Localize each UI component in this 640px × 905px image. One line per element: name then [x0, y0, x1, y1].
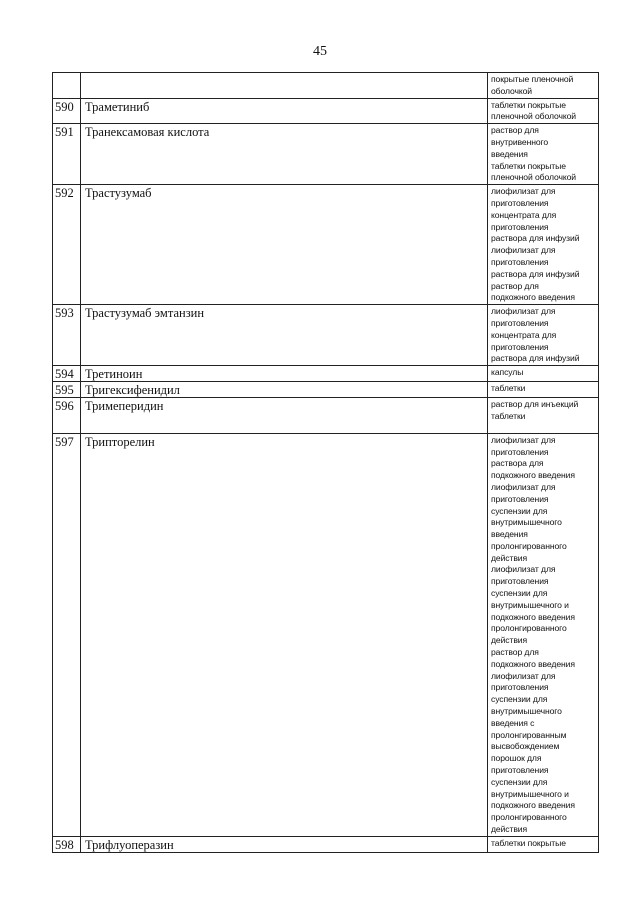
- drug-name: [81, 73, 488, 99]
- row-number: 595: [53, 382, 81, 398]
- drug-name: Транексамовая кислота: [81, 124, 488, 185]
- row-number: 594: [53, 366, 81, 382]
- table-row: [53, 836, 599, 852]
- dosage-form: лиофилизат для приготовления раствора для подкожного введения лиофилизат для приготовления суспензии для внутримышечного введения пролонгированного действия лиофилизат для приготовления суспензии для внутримышечного и подкожного введения пролонгированного действия раствор для подкожного введения лиофилизат для приготовления суспензии для внутримышечного введения с пролонгированным высвобождением порошок для приготовления суспензии для внутримышечного и подкожного введения пролонгированного действия: [488, 433, 599, 836]
- drug-name: Траметиниб: [81, 98, 488, 124]
- drug-name: Тригексифенидил: [81, 382, 488, 398]
- table-row: [53, 366, 599, 382]
- table-row: [53, 382, 599, 398]
- row-number: 598: [53, 836, 81, 852]
- row-number: 591: [53, 124, 81, 185]
- row-number: [53, 73, 81, 99]
- table-row: [53, 398, 599, 434]
- row-number: 597: [53, 433, 81, 836]
- table-row: [53, 185, 599, 305]
- dosage-form: таблетки покрытые: [488, 836, 599, 852]
- dosage-form: капсулы: [488, 366, 599, 382]
- dosage-form: раствор для инъекций таблетки: [488, 398, 599, 434]
- dosage-form: покрытые пленочной оболочкой: [488, 73, 599, 99]
- drug-name: Трипторелин: [81, 433, 488, 836]
- row-number: 596: [53, 398, 81, 434]
- table-row: [53, 73, 599, 99]
- dosage-form: лиофилизат для приготовления концентрата для приготовления раствора для инфузий: [488, 305, 599, 366]
- dosage-form: лиофилизат для приготовления концентрата для приготовления раствора для инфузий лиофилизат для приготовления раствора для инфузий раствор для подкожного введения: [488, 185, 599, 305]
- drug-table: [52, 72, 599, 853]
- table-row: [53, 124, 599, 185]
- dosage-form: таблетки: [488, 382, 599, 398]
- dosage-form: таблетки покрытые пленочной оболочкой: [488, 98, 599, 124]
- row-number: 592: [53, 185, 81, 305]
- row-number: 590: [53, 98, 81, 124]
- row-number: 593: [53, 305, 81, 366]
- table-row: [53, 98, 599, 124]
- table-row: [53, 433, 599, 836]
- drug-name: Третиноин: [81, 366, 488, 382]
- page-number: 45: [313, 44, 327, 59]
- drug-name: Трастузумаб: [81, 185, 488, 305]
- table-row: [53, 305, 599, 366]
- drug-name: Тримеперидин: [81, 398, 488, 434]
- dosage-form: раствор для внутривенного введения таблетки покрытые пленочной оболочкой: [488, 124, 599, 185]
- drug-name: Трифлуоперазин: [81, 836, 488, 852]
- drug-name: Трастузумаб эмтанзин: [81, 305, 488, 366]
